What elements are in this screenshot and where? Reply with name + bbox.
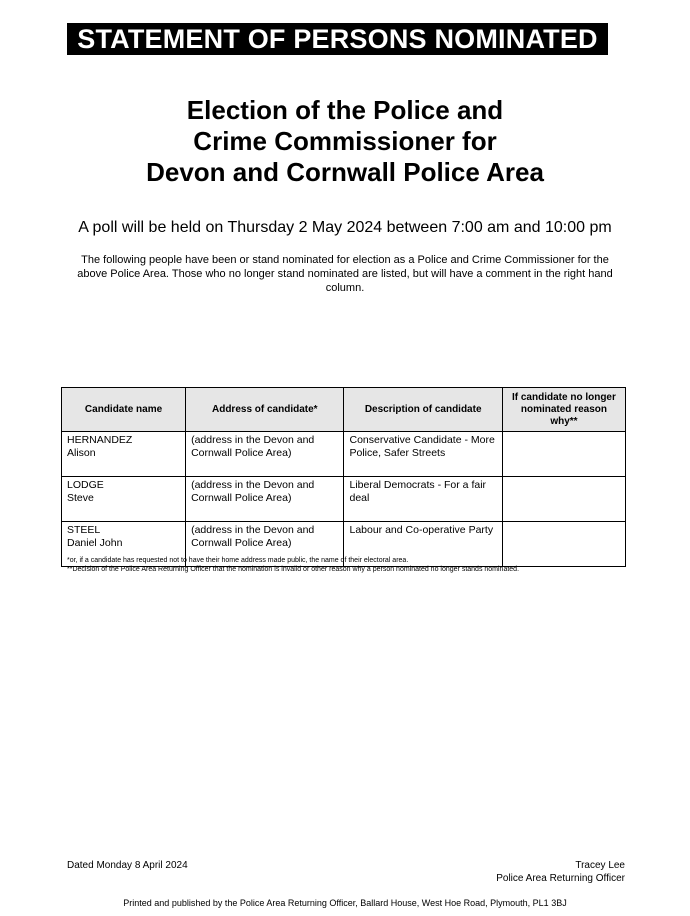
title-line-1: Election of the Police and [186,95,504,125]
intro-paragraph: The following people have been or stand nominated for election as a Police and Crime Commissioner for the above Police Area. Those who no longer stand nominated are listed, but will have a comment in the right hand column. [77,254,613,294]
candidate-name-cell [62,477,186,522]
candidate-forename: Alison [67,447,96,459]
dated-line: Dated Monday 8 April 2024 [67,860,188,871]
header-description: Description of candidate [344,388,502,432]
candidate-forename: Daniel John [67,537,123,549]
document-banner: STATEMENT OF PERSONS NOMINATED [67,23,608,55]
candidate-address-cell: (address in the Devon and Cornwall Police Area) [186,432,344,477]
table-row [62,432,626,477]
title-line-2: Crime Commissioner for [193,126,497,156]
election-title [0,95,690,188]
header-reason: If candidate no longer nominated reason why** [502,388,625,432]
footnote-address: *or, if a candidate has requested not to have their home address made public, the name of their electoral area. [67,557,409,564]
header-candidate-name: Candidate name [62,388,186,432]
candidate-reason-cell [502,477,625,522]
imprint-line: Printed and published by the Police Area Returning Officer, Ballard House, West Hoe Road, Plymouth, PL1 3BJ [123,898,567,908]
candidate-description-cell: Labour and Co-operative Party [344,522,502,567]
header-address: Address of candidate* [186,388,344,432]
title-line-3: Devon and Cornwall Police Area [146,157,544,187]
footnote-reason: **Decision of the Police Area Returning Officer that the nomination is invalid or other reason why a person nominated no longer stands nominated. [67,566,520,573]
candidate-surname: HERNANDEZ [67,434,133,446]
candidate-surname: LODGE [67,479,104,491]
returning-officer-signature [496,859,625,885]
candidate-reason-cell [502,432,625,477]
candidate-name-cell [62,432,186,477]
table-row [62,477,626,522]
officer-name: Tracey Lee [575,860,625,871]
officer-role: Police Area Returning Officer [496,873,625,884]
candidates-table [61,387,626,567]
candidate-address-cell: (address in the Devon and Cornwall Police Area) [186,522,344,567]
candidate-address-cell: (address in the Devon and Cornwall Police Area) [186,477,344,522]
candidate-description-cell: Liberal Democrats - For a fair deal [344,477,502,522]
candidate-forename: Steve [67,492,94,504]
candidate-surname: STEEL [67,524,101,536]
table-header-row [62,388,626,432]
poll-notice: A poll will be held on Thursday 2 May 2024 between 7:00 am and 10:00 pm [78,219,612,236]
candidate-description-cell: Conservative Candidate - More Police, Safer Streets [344,432,502,477]
footnotes [67,556,627,574]
